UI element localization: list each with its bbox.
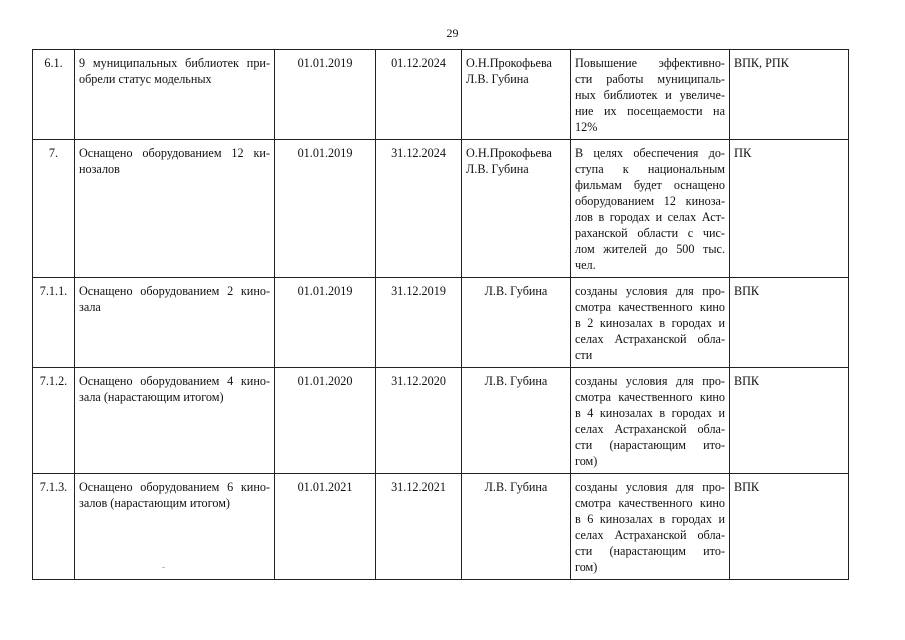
responsible-name: Л.В. Губина [466,72,529,86]
control-type-cell [730,50,849,140]
result-text-line: фильмам будет оснащено [575,178,725,192]
start-date-cell [275,50,376,140]
table-row [33,140,849,278]
result-text-line: смотра качественного кино [575,496,725,510]
scan-speck [162,567,165,568]
result-text-line: созданы условия для про- [575,284,725,298]
result-text-line: оборудованием 12 кинoза- [575,194,725,208]
task-text-line: нозалов [79,162,120,176]
start-date: 01.01.2019 [297,284,353,298]
result-text-line: лов в городах и селах Аст- [575,210,725,224]
result-cell [571,140,730,278]
item-number: 7. [48,146,59,160]
task-cell [75,474,275,580]
result-text-line: смотра качественного кино [575,390,725,404]
task-text-line: Оснащено оборудованием 2 кино- [79,284,270,298]
start-date: 01.01.2019 [297,146,353,160]
responsible-cell [462,368,571,474]
end-date: 31.12.2019 [391,284,446,298]
result-text-line: сти (нарастающим ито- [575,544,725,558]
item-number-cell [33,368,75,474]
control-type: ПК [734,146,752,160]
responsible-cell [462,278,571,368]
result-text-line: Повышение эффективно- [575,56,725,70]
item-number-cell [33,140,75,278]
end-date: 31.12.2024 [391,146,446,160]
result-text-line: селах Астраханской обла- [575,332,725,346]
start-date-cell [275,474,376,580]
responsible-name: Л.В. Губина [484,284,548,298]
task-text-line: Оснащено оборудованием 6 кино- [79,480,270,494]
task-text-line: 9 муниципальных библиотек при- [79,56,270,70]
result-text-line: раханской области с чис- [575,226,725,240]
result-text-line: гом) [575,454,598,468]
item-number: 7.1.2. [39,374,68,388]
result-text-line: селах Астраханской обла- [575,422,725,436]
result-text-line: 12% [575,120,598,134]
result-text-line: гом) [575,560,598,574]
task-cell [75,50,275,140]
control-type-cell [730,474,849,580]
table-row [33,368,849,474]
result-cell [571,368,730,474]
result-text-line: в 2 кинозалах в городах и [575,316,725,330]
item-number: 7.1.1. [39,284,68,298]
responsible-name: Л.В. Губина [484,374,548,388]
start-date-cell [275,278,376,368]
task-text-line: обрели статус модельных [79,72,212,86]
start-date: 01.01.2020 [297,374,353,388]
task-text-line: зала [79,300,101,314]
plan-table [32,49,849,580]
table-row [33,50,849,140]
control-type-cell [730,278,849,368]
result-text-line: селах Астраханской обла- [575,528,725,542]
result-text-line: в 6 кинозалах в городах и [575,512,725,526]
start-date-cell [275,368,376,474]
result-text-line: В целях обеспечения до- [575,146,725,160]
table-row [33,278,849,368]
task-text-line: Оснащено оборудованием 12 ки- [79,146,270,160]
responsible-name: Л.В. Губина [484,480,548,494]
responsible-cell [462,50,571,140]
table-row [33,474,849,580]
result-text-line: смотра качественного кино [575,300,725,314]
end-date: 31.12.2021 [391,480,446,494]
responsible-name: Л.В. Губина [466,162,529,176]
task-cell [75,368,275,474]
item-number-cell [33,278,75,368]
control-type: ВПК [734,480,760,494]
end-date-cell [376,50,462,140]
item-number-cell [33,50,75,140]
result-text-line: лом жителей до 500 тыс. [575,242,725,256]
result-text-line: в 4 кинозалах в городах и [575,406,725,420]
control-type: ВПК [734,284,760,298]
responsible-cell [462,140,571,278]
result-cell [571,474,730,580]
result-text-line: ных библиотек и увеличе- [575,88,725,102]
result-text-line: чел. [575,258,596,272]
result-text-line: сти [575,348,593,362]
result-text-line: ступа к национальным [575,162,725,176]
item-number: 7.1.3. [39,480,68,494]
result-text-line: ние их посещаемости на [575,104,725,118]
control-type: ВПК [734,374,760,388]
end-date-cell [376,474,462,580]
result-text-line: созданы условия для про- [575,480,725,494]
start-date: 01.01.2019 [297,56,353,70]
result-text-line: сти (нарастающим ито- [575,438,725,452]
item-number-cell [33,474,75,580]
responsible-cell [462,474,571,580]
task-cell [75,278,275,368]
end-date: 31.12.2020 [391,374,446,388]
task-text-line: залов (нарастающим итогом) [79,496,230,510]
task-text-line: зала (нарастающим итогом) [79,390,224,404]
result-text-line: сти работы муниципаль- [575,72,725,86]
task-cell [75,140,275,278]
responsible-name: О.Н.Прокофьева [466,146,552,160]
result-text-line: созданы условия для про- [575,374,725,388]
end-date-cell [376,368,462,474]
start-date: 01.01.2021 [297,480,353,494]
end-date: 01.12.2024 [391,56,446,70]
page-number: 29 [446,26,459,40]
result-cell [571,278,730,368]
start-date-cell [275,140,376,278]
control-type: ВПК, РПК [734,56,789,70]
responsible-name: О.Н.Прокофьева [466,56,552,70]
result-cell [571,50,730,140]
task-text-line: Оснащено оборудованием 4 кино- [79,374,270,388]
item-number: 6.1. [44,56,63,70]
control-type-cell [730,140,849,278]
end-date-cell [376,278,462,368]
control-type-cell [730,368,849,474]
end-date-cell [376,140,462,278]
